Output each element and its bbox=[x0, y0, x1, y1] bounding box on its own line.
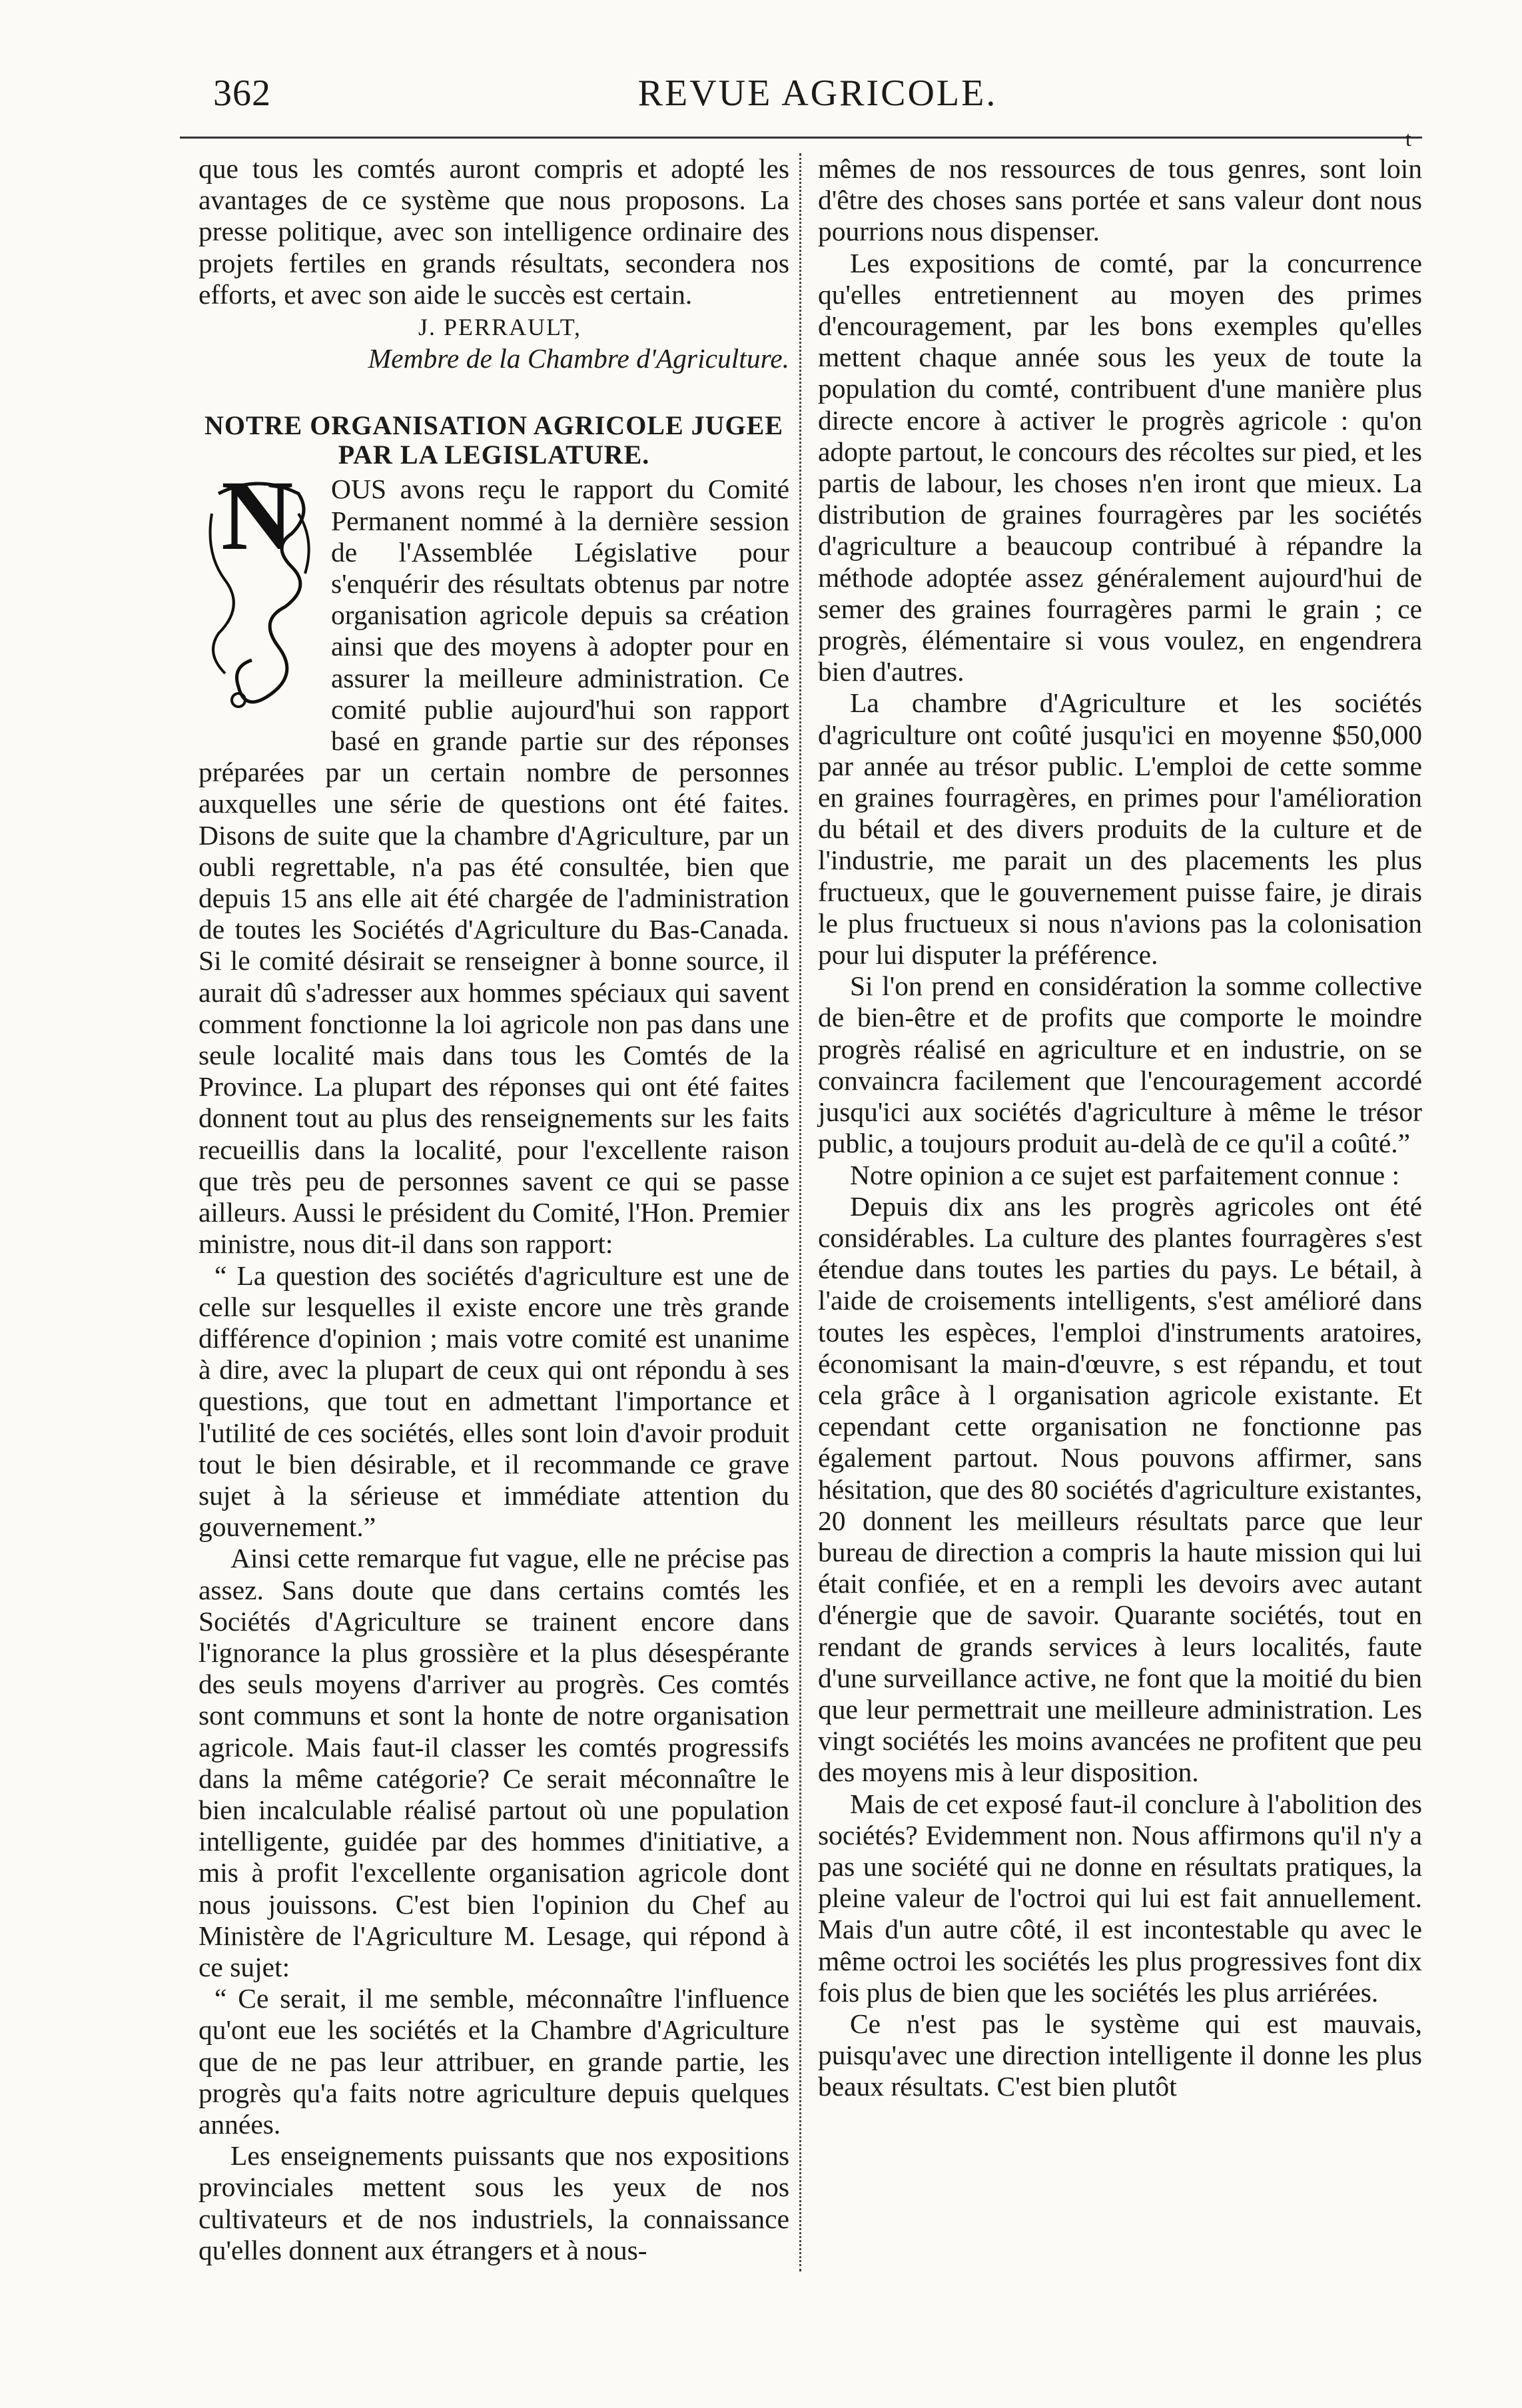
page-number: 362 bbox=[213, 73, 271, 114]
running-title: REVUE AGRICOLE. bbox=[637, 73, 998, 114]
paragraph: que tous les comtés auront compris et adopté les avantages de ce système que nous proposons. La presse politique, avec son intelligence ordinaire des projets fertiles en grands résultats, secondera nos efforts, et avec son aide le succès est certain. bbox=[198, 153, 789, 310]
quoted-paragraph: “ Ce serait, il me semble, méconnaître l'influence qu'ont eue les sociétés et la Chambre d'Agriculture que de ne pas leur attribuer, en grande partie, les progrès qu'a faits notre agriculture depuis quelques années. bbox=[198, 1983, 789, 2140]
header-mark: t bbox=[1405, 127, 1411, 151]
dropcap-letter: N bbox=[221, 460, 294, 572]
ornamental-dropcap bbox=[198, 460, 322, 733]
article-heading-line-2: PAR LA LEGISLATURE. bbox=[338, 440, 650, 470]
paragraph: Ce n'est pas le système qui est mauvais, puisqu'avec une direction intelligente il donne les plus beaux résultats. C'est bien plutôt bbox=[818, 2008, 1422, 2102]
signature-name: J. PERRAULT, bbox=[418, 314, 582, 341]
paragraph: Les expositions de comté, par la concurrence qu'elles entretiennent au moyen des primes d'encouragement, par les bons exemples qu'elles mettent chaque année sous les yeux de toute la population du comté, contribuent d'une manière plus directe encore à activer le progrès agricole : qu'on adopte partout, le concours des récoltes sur pied, et les partis de labour, les choses n'en iront que mieux. La distribution de graines fourragères par les sociétés d'agriculture a beaucoup contribué à répandre la méthode adoptée assez généralement aujourd'hui de semer des graines fourragères parmi le grain ; ce progrès, élémentaire si vous voulez, en engendrera bien d'autres. bbox=[818, 247, 1422, 687]
quoted-paragraph: “ La question des sociétés d'agriculture est une de celle sur lesquelles il existe encore une très grande différence d'opinion ; mais votre comité est unanime à dire, avec la plupart de ceux qui ont répondu à ses questions, que tout en admettant l'importance et l'utilité de ces sociétés, elles sont loin d'avoir produit tout le bien désirable, et il recommande ce grave sujet à la sérieuse et immédiate attention du gouvernement.” bbox=[198, 1260, 789, 1543]
right-column bbox=[818, 153, 1422, 2103]
paragraph: Si l'on prend en considération la somme collective de bien-être et de profits que comporte le moindre progrès réalisé en agriculture et en industrie, on se convaincra facilement que l'encouragement accordé jusqu'ici aux sociétés d'agriculture à même le trésor public, a toujours produit au-delà de ce qu'il a coûté.” bbox=[818, 971, 1422, 1159]
paragraph: mêmes de nos ressources de tous genres, sont loin d'être des choses sans portée et sans valeur dont nous pourrions nous dispenser. bbox=[818, 153, 1422, 247]
paragraph: La chambre d'Agriculture et les sociétés d'agriculture ont coûté jusqu'ici en moyenne $50,000 par année au trésor public. L'emploi de cette somme en graines fourragères, en primes pour l'amélioration du bétail et des divers produits de la culture et de l'industrie, me parait un des placements les plus fructueux, que le gouvernement puisse faire, je dirais le plus fructueux si nous n'avions pas la colonisation pour lui disputer la préférence. bbox=[818, 687, 1422, 971]
left-column bbox=[198, 153, 789, 2266]
paragraph: Depuis dix ans les progrès agricoles ont été considérables. La culture des plantes fourragères s'est étendue dans toutes les parties du pays. Le bétail, à l'aide de croisements intelligents, s'est amélioré dans toutes les espèces, l'emploi d'instruments aratoires, économisant la main-d'œuvre, s est répandu, et tout cela grâce à l organisation agricole existante. Et cependant cette organisation ne fonctionne pas également partout. Nous pouvons affirmer, sans hésitation, que des 80 sociétés d'agriculture existantes, 20 donnent les meilleurs résultats parce que leur bureau de direction a compris la haute mission qui lui était confiée, et en a rempli les devoirs avec autant d'énergie que de savoir. Quarante sociétés, tout en rendant de grands services à leurs localités, faute d'une surveillance active, ne font que la moitié du bien que leur permettrait une meilleure administration. Les vingt sociétés les moins avancées ne profitent que peu des moyens mis à leur disposition. bbox=[818, 1190, 1422, 1788]
paragraph: Mais de cet exposé faut-il conclure à l'abolition des sociétés? Evidemment non. Nous affirmons qu'il n'y a pas une société qui ne donne en résultats pratiques, la pleine valeur de l'octroi qui lui est fait annuellement. Mais d'un autre côté, il est incontestable qu avec le même octroi les sociétés les plus progressives font dix fois plus de bien que les sociétés les plus arriérées. bbox=[818, 1788, 1422, 2008]
column-divider bbox=[799, 153, 801, 2271]
page-header bbox=[213, 67, 1422, 123]
signature bbox=[198, 310, 789, 343]
signature-title: Membre de la Chambre d'Agriculture. bbox=[368, 343, 789, 374]
paragraph: OUS avons reçu le rapport du Comité Permanent nommé à la dernière session de l'Assemblée Législative pour s'enquérir des résultats obtenus par notre organisation agricole depuis sa création ainsi que des moyens à adopter pour en assurer la meilleure administration. Ce comité publie aujourd'hui son rapport basé en grande partie sur des réponses préparées par un certain nombre de personnes auxquelles une série de questions ont été faites. Disons de suite que la chambre d'Agriculture, par un oubli regrettable, n'a pas été consultée, bien que depuis 15 ans elle ait été chargée de l'administration de toutes les Sociétés d'Agriculture du Bas-Canada. Si le comité désirait se renseigner à bonne source, il aurait dû s'adresser aux hommes spéciaux qui savent comment fonctionne la loi agricole non pas dans une seule localité mais dans tous les Comtés de la Province. La plupart des réponses qui ont été faites donnent tout au plus des renseignements sur les faits recueillis dans la localité, pour l'excellente raison que très peu de personnes savent ce qui se passe ailleurs. Aussi le président du Comité, l'Hon. Premier ministre, nous dit-il dans son rapport: bbox=[198, 474, 789, 1260]
header-rule bbox=[180, 137, 1422, 139]
paragraph: Les enseignements puissants que nos expositions provinciales mettent sous les yeux de nos cultivateurs et de nos industriels, la connaissance qu'elles donnent aux étrangers et à nous- bbox=[198, 2140, 789, 2265]
paragraph: Ainsi cette remarque fut vague, elle ne précise pas assez. Sans doute que dans certains comtés les Sociétés d'Agriculture se trainent encore dans l'ignorance la plus grossière et la plus désespérante des seuls moyens d'arriver au progrès. Ces comtés sont communs et sont la honte de notre organisation agricole. Mais faut-il classer les comtés progressifs dans la même catégorie? Ce serait méconnaître le bien incalculable réalisé partout où une population intelligente, guidée par des hommes d'initiative, a mis à profit l'excellente organisation agricole dont nous jouissons. C'est bien l'opinion du Chef au Ministère de l'Agriculture M. Lesage, qui répond à ce sujet: bbox=[198, 1543, 789, 1982]
article-heading-line-1: NOTRE ORGANISATION AGRICOLE JUGEE bbox=[204, 410, 784, 441]
paragraph: Notre opinion a ce sujet est parfaitement connue : bbox=[850, 1159, 1400, 1190]
